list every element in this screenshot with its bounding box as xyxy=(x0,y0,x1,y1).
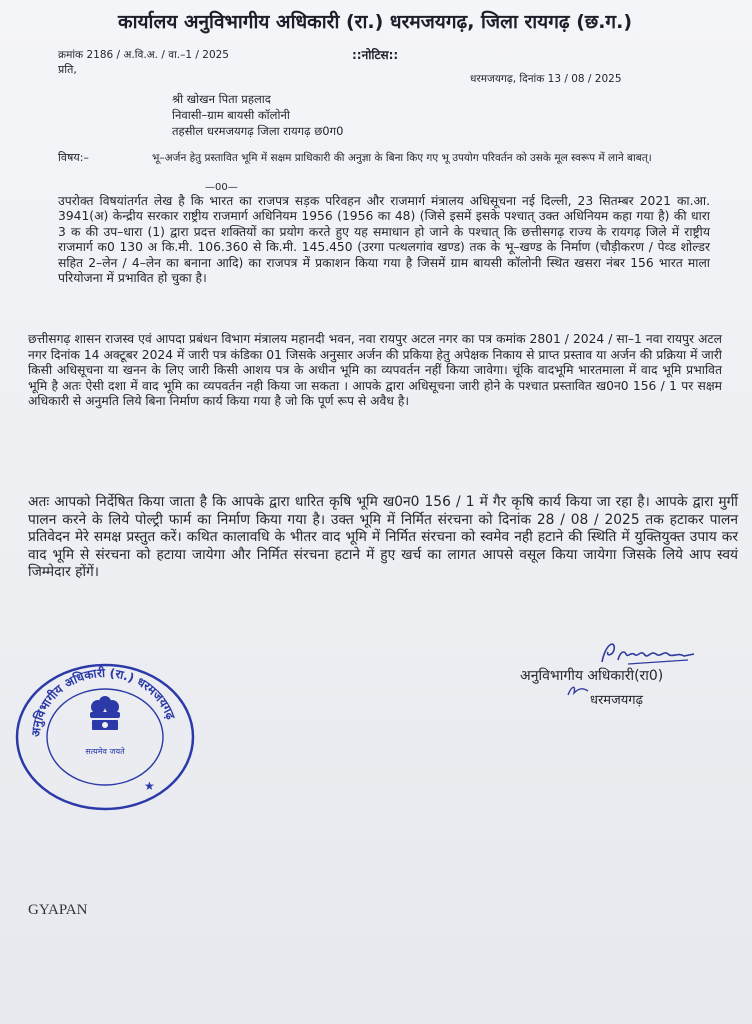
notice-label: ::नोटिस:: xyxy=(352,48,399,62)
emblem-icon xyxy=(90,696,120,730)
signatory-place: धरमजयगढ़ xyxy=(590,693,643,708)
seal-ring-text: अनुविभागीय अधिकारी (रा.) धरमजयगढ़ xyxy=(28,665,178,738)
addressee-village: निवासी–ग्राम बायसी कॉलोनी xyxy=(172,108,290,122)
body-paragraph-1: उपरोक्त विषयांतर्गत लेख है कि भारत का राजपत्र सड़क परिवहन और राजमार्ग मंत्रालय अधिसूचना नई दिल्ली, 23 सितम्बर 2021 का.आ. 3941(अ) केन्द्रीय सरकार राष्ट्रीय राजमार्ग अधिनियम 1956 (1956 का 48) (जिसे इसमें इसके पश्चात् उक्त अधिनियम कहा गया है) की धारा 3 क की उप–धारा (1) द्वारा प्रदत्त शक्तियों का प्रयोग करते हुए यह समाधान हो जाने के पश्चात् कि छत्तीसगढ़ राज्य के रायगढ़ जिले में राष्ट्रीय राजमार्ग क0 130 अ कि.मी. 106.360 से कि.मी. 145.450 (उरगा पत्थलगांव खण्ड) तक के भू–खण्ड के निर्माण (चौड़ीकरण / पेव्ड शोल्डर सहित 2–लेन / 4–लेन का बनाना आदि) का राजपत्र में प्रकाशन किया गया है जिसमें ग्राम बायसी कॉलोनी स्थित खसरा नंबर 156 भारत माला परियोजना में प्रभावित हो चुका है। xyxy=(58,194,710,286)
seal-center-text: सत्यमेव जयते xyxy=(85,747,125,756)
subject-text: भू–अर्जन हेतु प्रस्तावित भूमि में सक्षम प्राधिकारी की अनुज्ञा के बिना किए गए भू उपयोग परिवर्तन को उसके मूल स्वरूप में लाने बाबत्। xyxy=(152,152,652,164)
addressee-name: श्री खोखन पिता प्रहलाद xyxy=(172,92,271,106)
seal-star-icon: ★ xyxy=(144,779,155,793)
reference-number: क्रमांक 2186 / अ.वि.अ. / वा.–1 / 2025 xyxy=(58,49,229,61)
official-seal xyxy=(12,662,198,812)
body-paragraph-3: अतः आपको निर्देषित किया जाता है कि आपके द्वारा धारित कृषि भूमि ख0न0 156 / 1 में गैर कृषि कार्य किया जा रहा है। आपके द्वारा मुर्गी पालन करने के लिये पोल्ट्री फार्म का निर्माण किया गया है। उक्त भूमि में निर्मित संरचना को दिनांक 28 / 08 / 2025 तक हटाकर पालन प्रतिवेदन मेरे समक्ष प्रस्तुत करें। कथित कालावधि के भीतर वाद भूमि में निर्मित संरचना को स्वमेव नही हटाने की स्थिति में युक्तियुक्त उपाय कर वाद भूमि से संरचना को हटाया जायेगा और निर्मित संरचना हटाने में हुए खर्च का लागत आपसे वसूल किया जायेगा जिसके लिये आप स्वयं जिम्मेदार होंगें। xyxy=(28,494,738,581)
body-paragraph-2: छत्तीसगढ़ शासन राजस्व एवं आपदा प्रबंधन विभाग मंत्रालय महानदी भवन, नवा रायपुर अटल नगर का पत्र कमांक 2801 / 2024 / सा–1 नवा रायपुर अटल नगर दिनांक 14 अक्टूबर 2024 में जारी पत्र कंडिका 01 जिसके अनुसार अर्जन की प्रकिया हेतु अपेक्षक निकाय से प्राप्त प्रस्ताव या अर्जन की प्रक्रिया में जारी किसी अधिसूचना या खनन के लिए जारी किसी आशय पत्र के अधीन भूमि का व्यपवर्तन नहीं किया जावेगा। चूंकि वादभूमि भारतमाला में वाद भूमि प्रभावित भूमि है अतः ऐसी दशा में वाद भूमि का व्यपवर्तन नही किया जा सकता । आपके द्वारा अधिसूचना जारी होने के पश्चात प्रस्तावित ख0न0 156 / 1 पर सक्षम अधिकारी से अनुमति लिये बिना निर्माण कार्य किया गया है जो कि पूर्ण रूप से अवैध है। xyxy=(28,332,722,409)
subject-separator: —00— xyxy=(205,182,238,193)
office-title: कार्यालय अनुविभागीय अधिकारी (रा.) धरमजयगढ़, जिला रायगढ़ (छ.ग.) xyxy=(118,11,633,33)
subject-label: विषय:– xyxy=(58,151,89,164)
signatory-designation: अनुविभागीय अधिकारी(रा0) xyxy=(520,668,664,684)
initial-mark xyxy=(566,683,590,699)
recipient-prefix: प्रति, xyxy=(58,63,77,76)
issue-date: धरमजयगढ़, दिनांक 13 / 08 / 2025 xyxy=(470,73,622,85)
footer-watermark: GYAPAN xyxy=(28,902,88,918)
signature-scribble xyxy=(598,636,698,670)
addressee-tehsil: तहसील धरमजयगढ़ जिला रायगढ़ छ0ग0 xyxy=(172,124,344,138)
